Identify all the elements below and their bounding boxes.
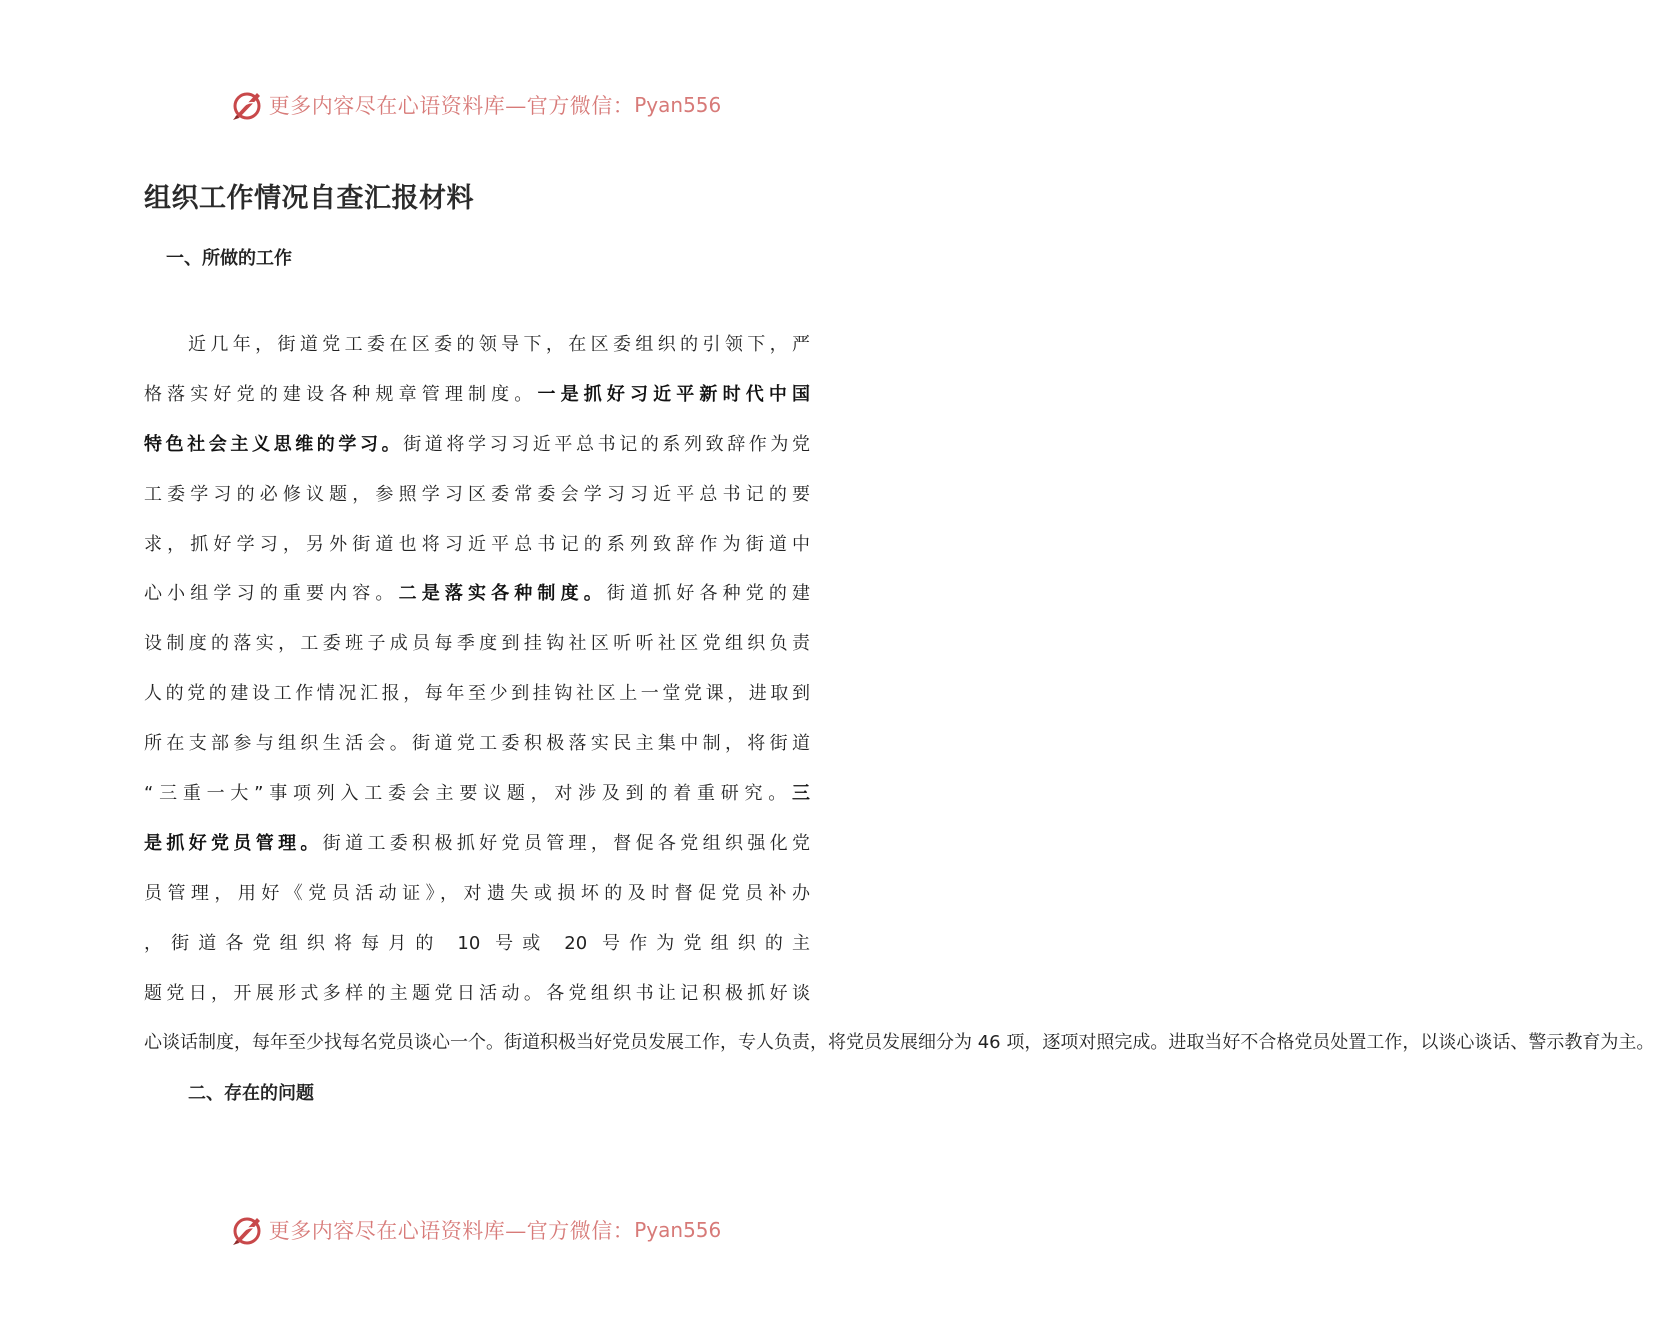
document-title: 组织工作情况自查汇报材料 xyxy=(144,183,474,214)
text-line: 特色社会主义思维的学习。街道将学习习近平总书记的系列致辞作为党 xyxy=(144,433,811,455)
text-line: “三重一大”事项列入工委会主要议题，对涉及到的着重研究。三 xyxy=(144,783,810,805)
text-line: 题党日，开展形式多样的主题党日活动。各党组织书让记积极抓好谈 xyxy=(144,982,810,1004)
watermark-wechat-id: Pyan556 xyxy=(634,1218,722,1242)
bold-phrase: 是抓好党员管理。 xyxy=(144,832,323,854)
bold-phrase: 特色社会主义思维的学习。 xyxy=(144,433,404,455)
text-line: 是抓好党员管理。街道工委积极抓好党员管理，督促各党组织强化党 xyxy=(144,832,811,854)
text-line: 格落实好党的建设各种规章管理制度。一是抓好习近平新时代中国 xyxy=(144,383,811,405)
footer-watermark xyxy=(0,1208,950,1252)
watermark-text: 更多内容尽在心语资料库—官方微信： xyxy=(268,1219,635,1243)
text-line: 员管理，用好《党员活动证》，对遗失或损坏的及时督促党员补办 xyxy=(144,882,810,904)
text-line: ，街道各党组织将每月的 10 号或 20 号作为党组织的主 xyxy=(144,932,810,954)
pen-logo-icon xyxy=(229,1212,265,1248)
text-line: 心谈话制度，每年至少找每名党员谈心一个。街道积极当好党员发展工作，专人负责，将党员发展细分为 46 项，逐项对照完成。进取当好不合格党员处置工作，以谈心谈话、警示教育为主。 xyxy=(144,1032,1654,1054)
bold-phrase: 一是抓好习近平新时代中国 xyxy=(537,383,811,405)
text-line: 人的党的建设工作情况汇报，每年至少到挂钩社区上一堂党课，进取到 xyxy=(144,683,810,705)
body-paragraph xyxy=(144,320,1654,1068)
text-line: 设制度的落实，工委班子成员每季度到挂钩社区听听社区党组织负责 xyxy=(144,633,810,655)
text-line: 工委学习的必修议题，参照学习区委常委会学习习近平总书记的要 xyxy=(144,483,810,505)
pen-logo-icon xyxy=(229,87,265,123)
header-watermark xyxy=(0,83,950,127)
text-line: 所在支部参与组织生活会。街道党工委积极落实民主集中制，将街道 xyxy=(144,733,810,755)
text-line: 近几年，街道党工委在区委的领导下，在区委组织的引领下，严 xyxy=(188,334,810,355)
section-heading-2: 二、存在的问题 xyxy=(188,1083,314,1104)
section-heading-1: 一、所做的工作 xyxy=(166,248,292,269)
watermark-wechat-id: Pyan556 xyxy=(634,93,722,117)
bold-phrase: 三 xyxy=(792,783,810,805)
bold-phrase: 二是落实各种制度。 xyxy=(398,583,607,605)
text-line: 求，抓好学习，另外街道也将习近平总书记的系列致辞作为街道中 xyxy=(144,533,810,555)
text-line: 心小组学习的重要内容。二是落实各种制度。街道抓好各种党的建 xyxy=(144,583,811,605)
watermark-text: 更多内容尽在心语资料库—官方微信： xyxy=(268,94,635,118)
